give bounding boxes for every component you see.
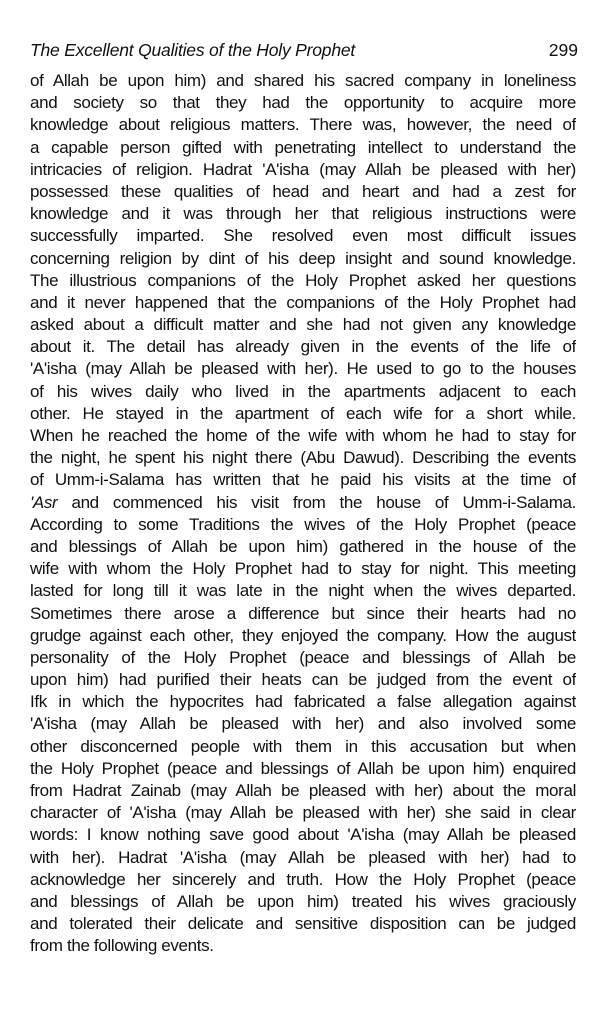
text-line: character of 'A'isha (may Allah be pleased with her) she said in clear (30, 803, 576, 823)
text-line: concerning religion by dint of his deep insight and sound knowledge. (30, 248, 576, 268)
text-line: wife with whom the Holy Prophet had to stay for night. This meeting (30, 559, 576, 579)
text-line: other disconcerned people with them in this accusation but when (30, 736, 576, 756)
chapter-title: The Excellent Qualities of the Holy Prophet (30, 40, 356, 60)
text-line: the night, he spent his night there (Abu Dawud). Describing the events (30, 448, 576, 468)
text-line: knowledge about religious matters. There was, however, the need of (30, 115, 576, 135)
text-line: 'Asr and commenced his visit from the house of Umm-i-Salama. (30, 492, 576, 512)
text-line: the Holy Prophet (peace and blessings of Allah be upon him) enquired (30, 758, 576, 778)
text-line: asked about a difficult matter and she had not given any knowledge (30, 315, 576, 335)
text-line: with her). Hadrat 'A'isha (may Allah be pleased with her) had to (30, 847, 576, 867)
text-line: and blessings of Allah be upon him) treated his wives graciously (30, 891, 576, 911)
text-line: words: I know nothing save good about 'A'isha (may Allah be pleased (30, 825, 576, 845)
text-line: and society so that they had the opportunity to acquire more (30, 93, 576, 113)
text-line: Ifk in which the hypocrites had fabricated a false allegation against (30, 692, 576, 712)
text-line: from the following events. (30, 936, 214, 956)
text-line: and blessings of Allah be upon him) gathered in the house of the (30, 536, 576, 556)
text-line: lasted for long till it was late in the night when the wives departed. (30, 581, 576, 601)
text-line: and tolerated their delicate and sensitive disposition can be judged (30, 914, 576, 934)
text-line: intricacies of religion. Hadrat 'A'isha (may Allah be pleased with her) (30, 159, 576, 179)
text-line: When he reached the home of the wife with whom he had to stay for (30, 426, 576, 445)
text-line: Sometimes there arose a difference but since their hearts had no (30, 603, 576, 623)
text-line: personality of the Holy Prophet (peace and blessings of Allah be (30, 647, 576, 667)
text-line: possessed these qualities of head and heart and had a zest for (30, 181, 576, 201)
text-line: successfully imparted. She resolved even most difficult issues (30, 226, 576, 246)
text-line: of his wives daily who lived in the apartments adjacent to each (30, 381, 576, 401)
body-text (30, 70, 576, 958)
text-line: grudge against each other, they enjoyed the company. How the august (30, 625, 576, 645)
text-line: 'A'isha (may Allah be pleased with her) and also involved some (30, 714, 576, 734)
text-line: 'A'isha (may Allah be pleased with her). He used to go to the houses (30, 359, 576, 379)
text-line: from Hadrat Zainab (may Allah be pleased with her) about the moral (30, 781, 576, 800)
text-line: a capable person gifted with penetrating intellect to understand the (30, 137, 576, 157)
text-line: knowledge and it was through her that religious instructions were (30, 204, 576, 224)
text-line: of Umm-i-Salama has written that he paid his visits at the time of (30, 470, 576, 490)
text-line: upon him) had purified their heats can be judged from the event of (30, 670, 576, 690)
text-line: The illustrious companions of the Holy Prophet asked her questions (30, 270, 576, 290)
running-header (30, 40, 578, 66)
text-line: other. He stayed in the apartment of each wife for a short while. (30, 403, 576, 423)
text-line: acknowledge her sincerely and truth. How the Holy Prophet (peace (30, 869, 576, 889)
text-line: about it. The detail has already given in the events of the life of (30, 337, 576, 357)
text-line: According to some Traditions the wives of the Holy Prophet (peace (30, 514, 576, 534)
page-number: 299 (548, 40, 578, 60)
text-line: of Allah be upon him) and shared his sacred company in loneliness (30, 71, 576, 90)
text-line: and it never happened that the companions of the Holy Prophet had (30, 292, 576, 312)
